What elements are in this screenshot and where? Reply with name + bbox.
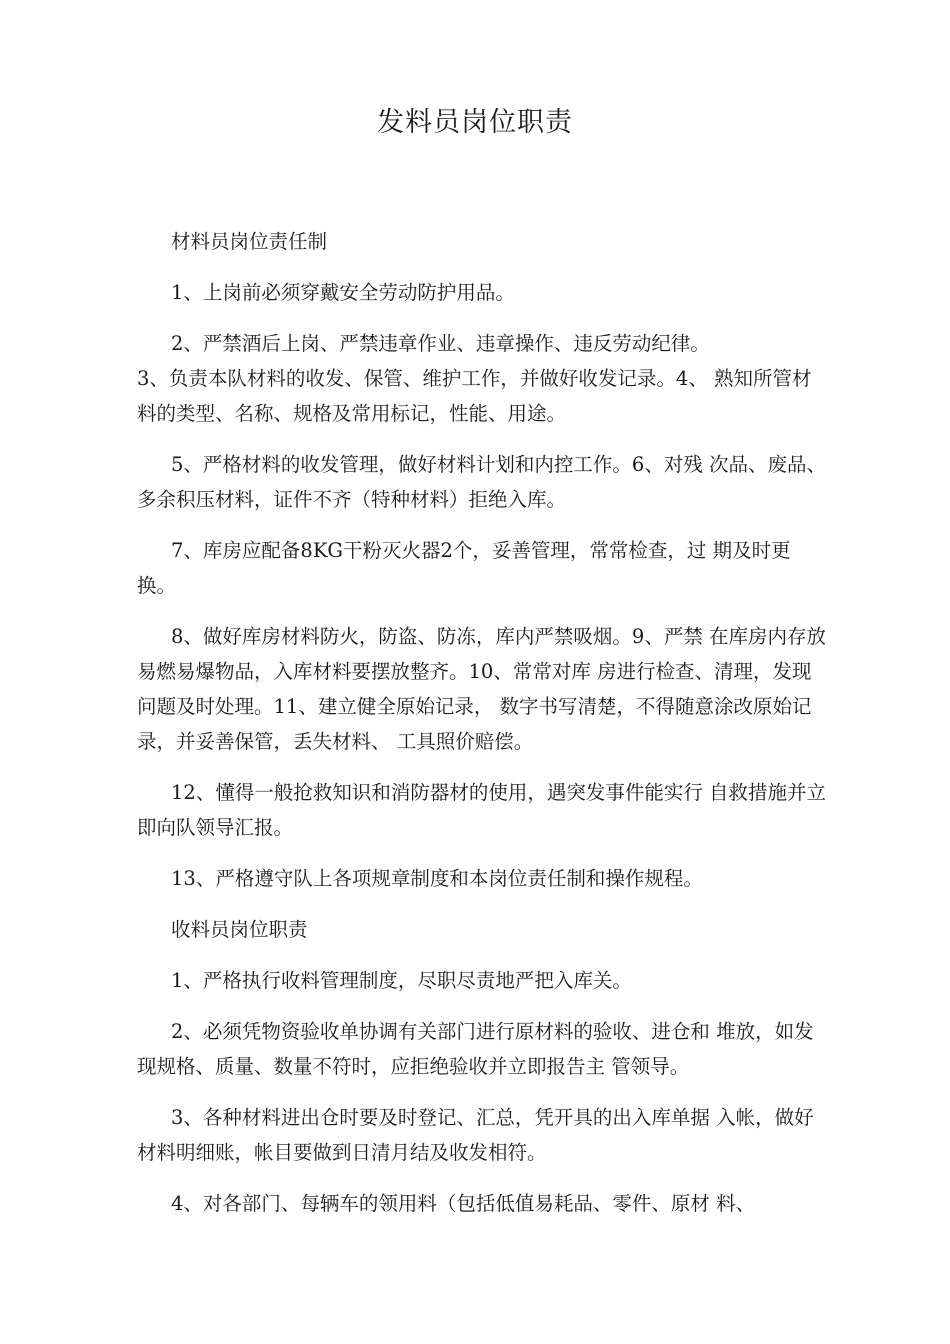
paragraph: 3、负责本队材料的收发、保管、维护工作，并做好收发记录。4、 熟知所管材料的类型、名称、规格及常用标记，性能、用途。 xyxy=(137,367,812,425)
paragraph: 2、必须凭物资验收单协调有关部门进行原材料的验收、进仓和 堆放，如发现规格、质量、数量不符时，应拒绝验收并立即报告主 管领导。 xyxy=(137,1020,814,1078)
paragraph: 13、严格遵守队上各项规章制度和本岗位责任制和操作规程。 xyxy=(171,867,703,890)
paragraph: 12、懂得一般抢救知识和消防器材的使用，遇突发事件能实行 自救措施并立即向队领导汇报。 xyxy=(137,781,827,839)
paragraph: 1、严格执行收料管理制度，尽职尽责地严把入库关。 xyxy=(171,969,632,992)
paragraph: 8、做好库房材料防火，防盗、防冻，库内严禁吸烟。9、严禁 在库房内存放易燃易爆物品，入库材料要摆放整齐。10、常常对库 房进行检查、清理，发现问题及时处理。11、建立健全原始记录， 数字书写清楚，不得随意涂改原始记录，并妥善保管，丢失材料、 工具照价赔偿。 xyxy=(137,625,827,753)
paragraph: 4、对各部门、每辆车的领用料（包括低值易耗品、零件、原材 料、 xyxy=(171,1192,756,1215)
section-heading-material-clerk: 材料员岗位责任制 xyxy=(171,230,328,253)
paragraph: 1、上岗前必须穿戴安全劳动防护用品。 xyxy=(171,281,515,304)
document-title: 发料员岗位职责 xyxy=(377,107,573,138)
paragraph: 7、库房应配备8KG干粉灭火器2个，妥善管理，常常检查，过 期及时更换。 xyxy=(137,539,791,597)
paragraph: 2、严禁酒后上岗、严禁违章作业、违章操作、违反劳动纪律。 xyxy=(171,332,710,355)
document-body xyxy=(137,224,827,1237)
paragraph: 5、严格材料的收发管理，做好材料计划和内控工作。6、对残 次品、废品、多余积压材料，证件不齐（特种材料）拒绝入库。 xyxy=(137,453,827,511)
section-heading-receiving-clerk: 收料员岗位职责 xyxy=(171,918,308,941)
paragraph: 3、各种材料进出仓时要及时登记、汇总，凭开具的出入库单据 入帐，做好材料明细账，帐目要做到日清月结及收发相符。 xyxy=(137,1106,814,1164)
